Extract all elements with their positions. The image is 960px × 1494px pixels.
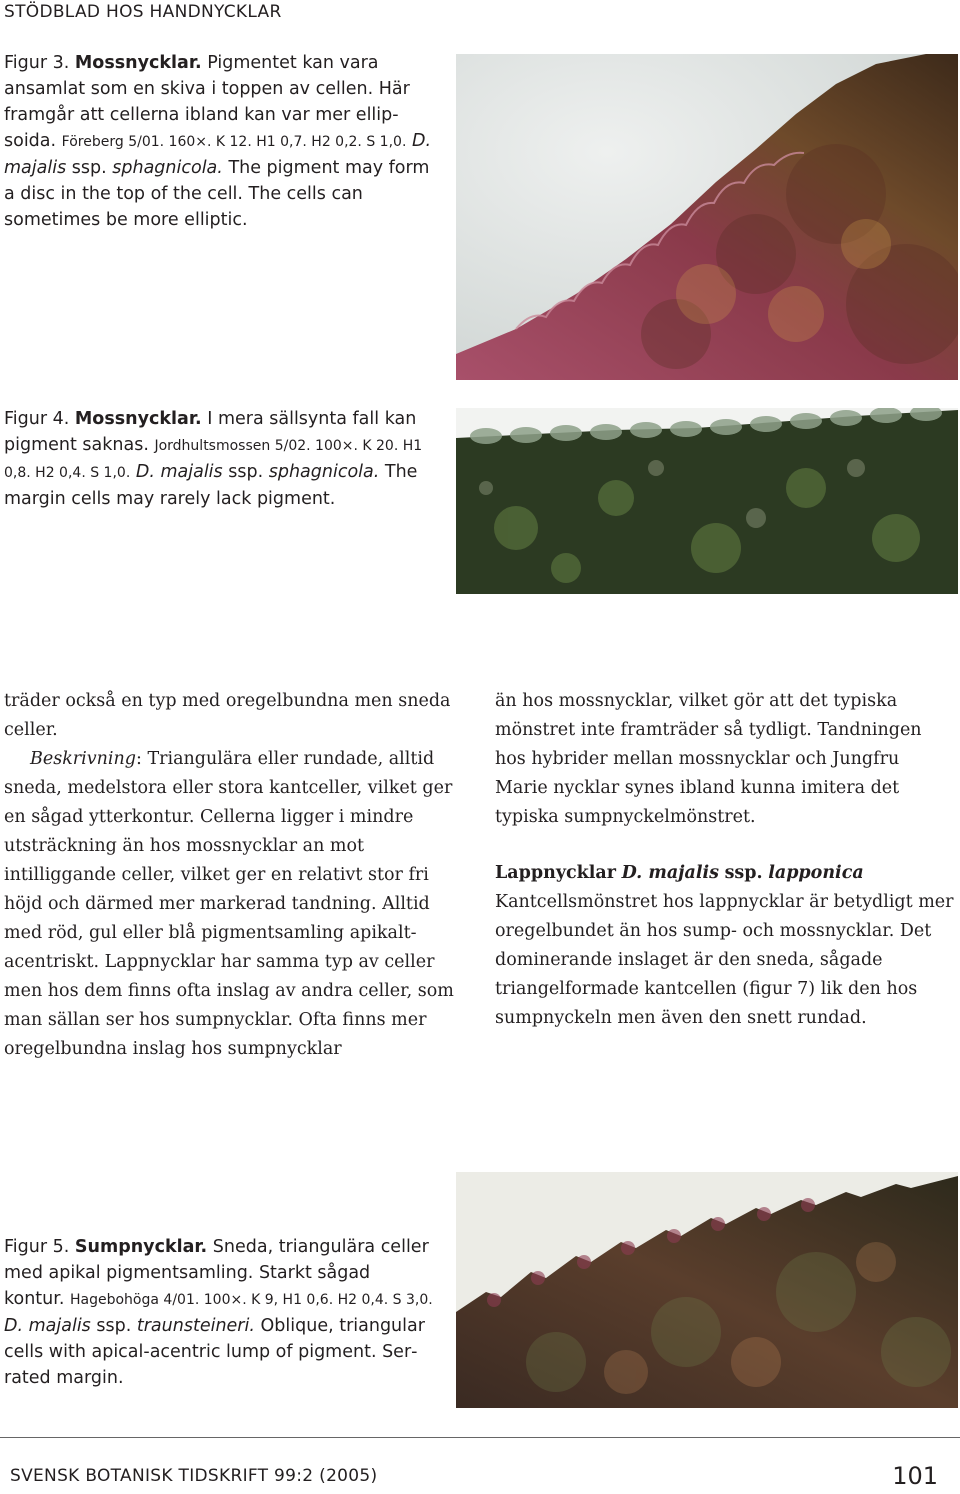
footer-divider [0,1437,960,1438]
taxon-ssp: ssp. [228,462,264,482]
figure-name: Mossnycklar. [74,409,202,429]
taxon-genus: D. majalis [4,1316,91,1336]
figure-3-photo [456,54,958,380]
caption-swedish: Pigmentet kan vara ansamlat som en skiva i toppen av cellen. Här framgår att cellerna ibland kan var mer ellipsoida. [4,53,410,151]
body-paragraph: Kantcellsmönstret hos lappnycklar är betydligt mer oregelbundet än hos sump- och mossnycklar. Det dominerande inslaget är den sneda, sågade triangelformade kantcellen (figur 7) lik den hos sumpnyckeln men även den snett rundad. [495,892,954,1028]
figure-5-photo [456,1172,958,1408]
journal-footer: SVENSK BOTANISK TIDSKRIFT 99:2 (2005) [10,1466,378,1486]
figure-5-caption [4,1234,434,1391]
running-header: STÖDBLAD HOS HANDNYCKLAR [4,2,282,22]
taxon-genus: D. majalis [135,462,223,482]
body-left-column [4,687,464,1064]
figure-label: Figur 5. [4,1237,70,1257]
caption-english: The pigment may form a disc in the top of the cell. The cells can sometimes be more elliptic. [4,158,430,230]
heading-ssp: ssp. [724,863,763,883]
taxon-epithet: sphagnicola. [268,462,380,482]
figure-label: Figur 3. [4,53,70,73]
figure-label: Figur 4. [4,409,70,429]
taxon-epithet: traunsteineri. [136,1316,255,1336]
section-heading [495,859,955,888]
caption-details: Hagebohöga 4/01. 100×. K 9, H1 0,6. H2 0,4. S 3,0. [70,1292,433,1308]
body-right-column [495,687,955,1033]
caption-english: The margin cells may rarely lack pigment. [4,462,418,509]
caption-swedish: Sneda, triangulära celler med apikal pigmentsamling. Starkt sågad kontur. [4,1237,429,1309]
taxon-genus: D. majalis [4,131,432,178]
description-label: Beskrivning [30,749,136,769]
heading-genus: D. majalis [621,863,719,883]
figure-4-caption [4,406,434,512]
body-paragraph: träder också en typ med oregelbundna men sneda celler. [4,691,451,740]
figure-name: Sumpnycklar. [74,1237,208,1257]
heading-epithet: lapponica [768,863,864,883]
caption-details: Föreberg 5/01. 160×. K 12. H1 0,7. H2 0,2. S 1,0. [61,134,407,150]
figure-name: Mossnycklar. [74,53,202,73]
taxon-ssp: ssp. [96,1316,132,1336]
taxon-epithet: sphagnicola. [112,158,223,178]
caption-swedish: I mera sällsynta fall kan pigment saknas. [4,409,417,455]
heading-common-name: Lappnycklar [495,863,616,883]
description-text: : Triangulära eller rundade, alltid sneda, medelstora eller stora kantceller, vilket ger en sågad ytterkontur. Cellerna ligger i mindre utsträckning än hos mossnycklar an mot intilliggande celler, vilket ger en relativt stor fri höjd och därmed mer markerad tandning. Alltid med röd, gul eller blå pigmentsamling apikaltacentriskt. Lappnycklar har samma typ av celler men hos dem finns ofta inslag av andra celler, som man sällan ser hos sumpnycklar. Ofta finns mer oregelbundna inslag hos sumpnycklar [4,749,454,1059]
body-paragraph: än hos mossnycklar, vilket gör att det typiska mönstret inte framträder så tydligt. Tandningen hos hybrider mellan mossnycklar och Jungfru Marie nycklar synes ibland kunna imitera det typiska sumpnyckelmönstret. [495,691,922,827]
taxon-ssp: ssp. [71,158,107,178]
description-paragraph [4,745,464,1064]
page-number: 101 [892,1462,938,1490]
figure-3-caption [4,50,434,233]
caption-details: Jordhultsmossen 5/02. 100×. K 20. H1 0,8. H2 0,4. S 1,0. [4,438,423,481]
caption-english: Oblique, triangular cells with apical-acentric lump of pigment. Serrated margin. [4,1316,425,1388]
figure-4-photo [456,408,958,594]
